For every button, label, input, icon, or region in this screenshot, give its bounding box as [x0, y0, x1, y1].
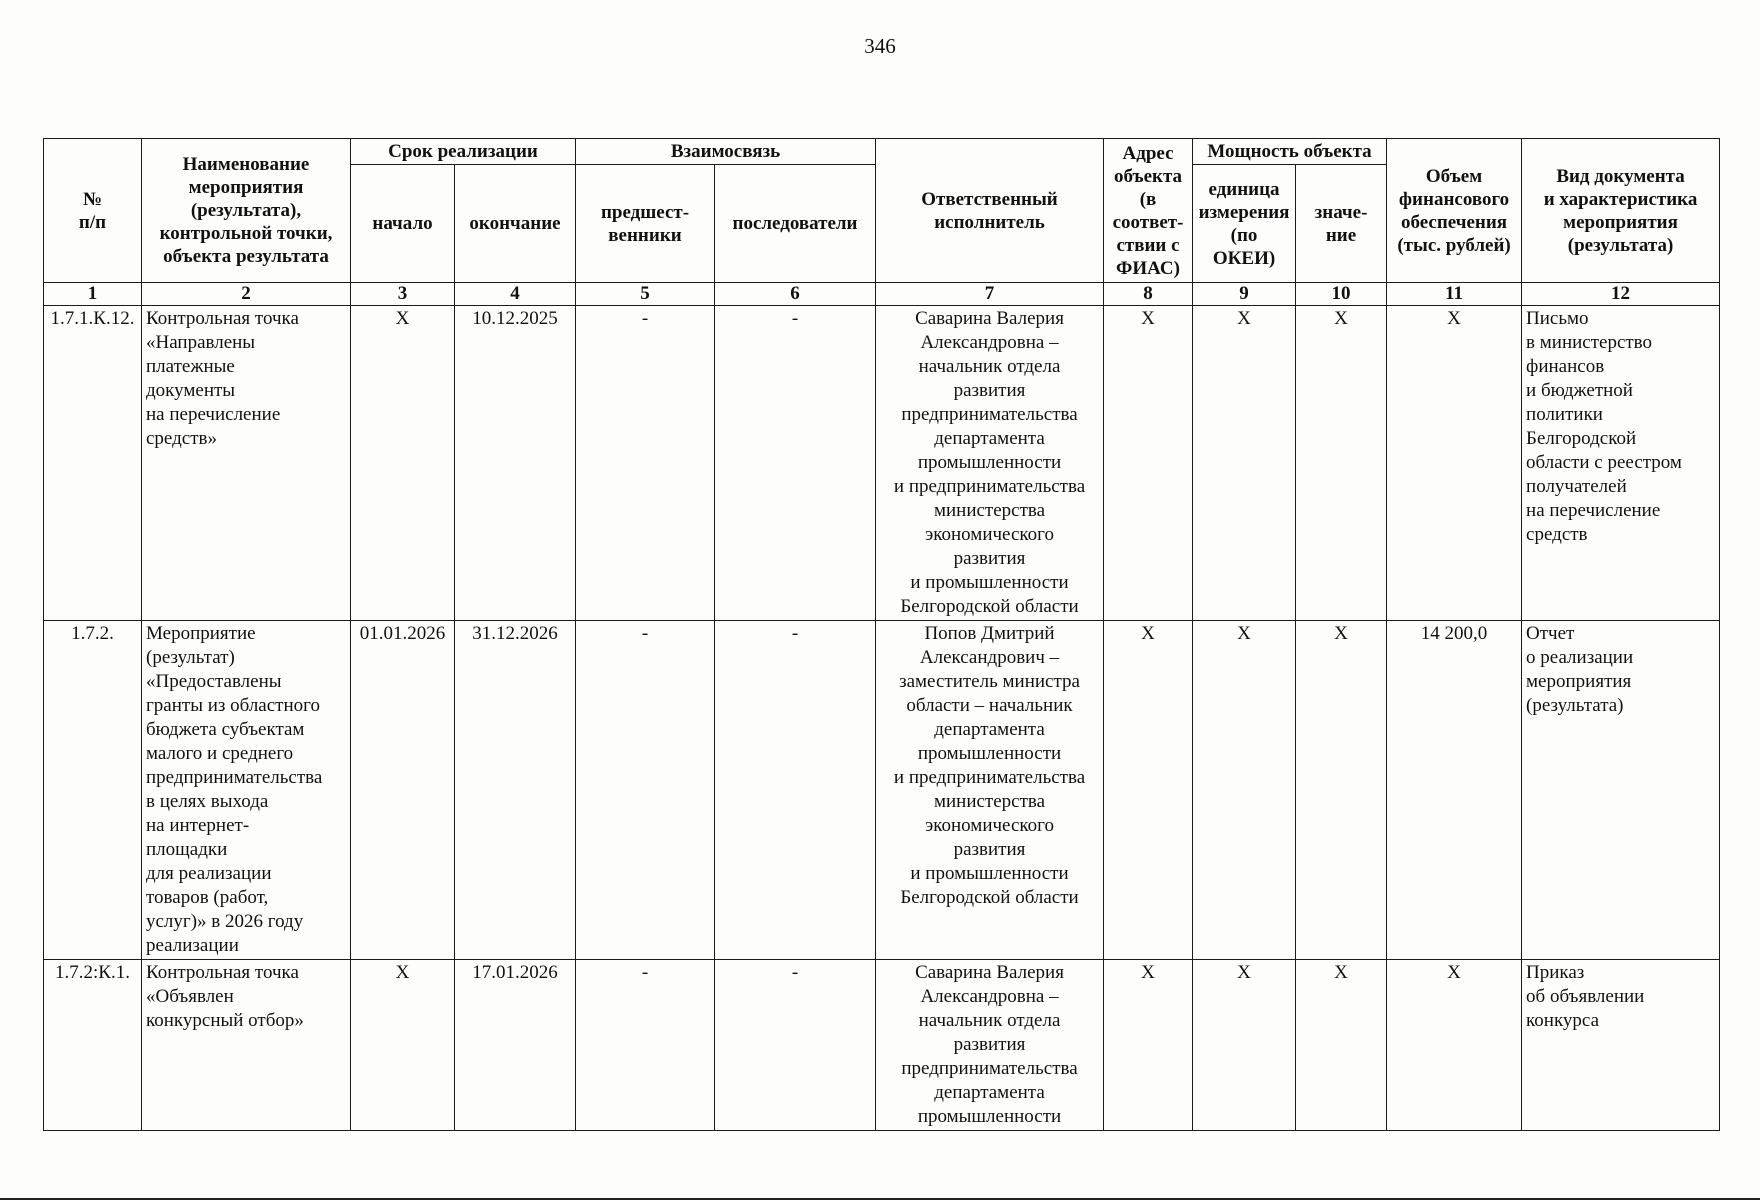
table-row — [44, 621, 1720, 960]
header-capacity-group: Мощность объекта — [1193, 139, 1387, 165]
row-address: X — [1104, 306, 1193, 621]
header-funding: Объем финансового обеспечения (тыс. рублей) — [1387, 139, 1522, 283]
row-address: X — [1104, 621, 1193, 960]
row-address: X — [1104, 960, 1193, 1131]
row-successors: - — [715, 960, 876, 1131]
header-no: № п/п — [44, 139, 142, 283]
column-number: 6 — [715, 283, 876, 306]
table-row — [44, 960, 1720, 1131]
row-predecessors: - — [576, 960, 715, 1131]
row-funding: X — [1387, 960, 1522, 1131]
row-funding: X — [1387, 306, 1522, 621]
column-number: 7 — [876, 283, 1104, 306]
column-number: 10 — [1296, 283, 1387, 306]
row-no: 1.7.2. — [44, 621, 142, 960]
row-value: X — [1296, 960, 1387, 1131]
row-value: X — [1296, 306, 1387, 621]
header-link-pred: предшест- венники — [576, 165, 715, 283]
row-responsible: Саварина Валерия Александровна – начальник отдела развития предпринимательства департамента промышленности и предпринимательства министерства экономического развития и промышленности Белгородской области — [876, 306, 1104, 621]
header-doc-type: Вид документа и характеристика мероприятия (результата) — [1522, 139, 1720, 283]
column-number: 12 — [1522, 283, 1720, 306]
row-unit: X — [1193, 960, 1296, 1131]
row-name: Мероприятие (результат) «Предоставлены гранты из областного бюджета субъектам малого и среднего предпринимательства в целях выхода на интернет- площадки для реализации товаров (работ, услуг)» в 2026 году реализации — [142, 621, 351, 960]
row-end: 10.12.2025 — [455, 306, 576, 621]
row-successors: - — [715, 306, 876, 621]
row-end: 17.01.2026 — [455, 960, 576, 1131]
row-predecessors: - — [576, 621, 715, 960]
row-end: 31.12.2026 — [455, 621, 576, 960]
column-number: 2 — [142, 283, 351, 306]
row-successors: - — [715, 621, 876, 960]
row-responsible: Попов Дмитрий Александрович – заместитель министра области – начальник департамента промышленности и предпринимательства министерства экономического развития и промышленности Белгородской области — [876, 621, 1104, 960]
column-number-row — [44, 283, 1720, 306]
row-doc-type: Приказ об объявлении конкурса — [1522, 960, 1720, 1131]
column-number: 5 — [576, 283, 715, 306]
table-row — [44, 306, 1720, 621]
header-address: Адрес объекта (в соответ- ствии с ФИАС) — [1104, 139, 1193, 283]
column-number: 8 — [1104, 283, 1193, 306]
header-term-start: начало — [351, 165, 455, 283]
row-no: 1.7.2:К.1. — [44, 960, 142, 1131]
header-link-group: Взаимосвязь — [576, 139, 876, 165]
column-number: 1 — [44, 283, 142, 306]
header-link-succ: последователи — [715, 165, 876, 283]
plan-table — [43, 138, 1720, 1131]
row-unit: X — [1193, 621, 1296, 960]
header-row-1 — [44, 139, 1720, 165]
row-predecessors: - — [576, 306, 715, 621]
row-doc-type: Отчет о реализации мероприятия (результата) — [1522, 621, 1720, 960]
header-responsible: Ответственный исполнитель — [876, 139, 1104, 283]
row-responsible: Саварина Валерия Александровна – начальник отдела развития предпринимательства департамента промышленности — [876, 960, 1104, 1131]
header-name: Наименование мероприятия (результата), контрольной точки, объекта результата — [142, 139, 351, 283]
column-number: 3 — [351, 283, 455, 306]
column-number: 11 — [1387, 283, 1522, 306]
row-start: X — [351, 306, 455, 621]
header-term-group: Срок реализации — [351, 139, 576, 165]
row-name: Контрольная точка «Объявлен конкурсный отбор» — [142, 960, 351, 1131]
column-number: 9 — [1193, 283, 1296, 306]
row-no: 1.7.1.К.12. — [44, 306, 142, 621]
row-doc-type: Письмо в министерство финансов и бюджетной политики Белгородской области с реестром получателей на перечисление средств — [1522, 306, 1720, 621]
page-number: 346 — [864, 34, 896, 58]
header-term-end: окончание — [455, 165, 576, 283]
header-capacity-unit: единица измерения (по ОКЕИ) — [1193, 165, 1296, 283]
column-number: 4 — [455, 283, 576, 306]
row-name: Контрольная точка «Направлены платежные документы на перечисление средств» — [142, 306, 351, 621]
row-funding: 14 200,0 — [1387, 621, 1522, 960]
row-start: 01.01.2026 — [351, 621, 455, 960]
row-value: X — [1296, 621, 1387, 960]
row-start: X — [351, 960, 455, 1131]
header-capacity-value: значе- ние — [1296, 165, 1387, 283]
row-unit: X — [1193, 306, 1296, 621]
